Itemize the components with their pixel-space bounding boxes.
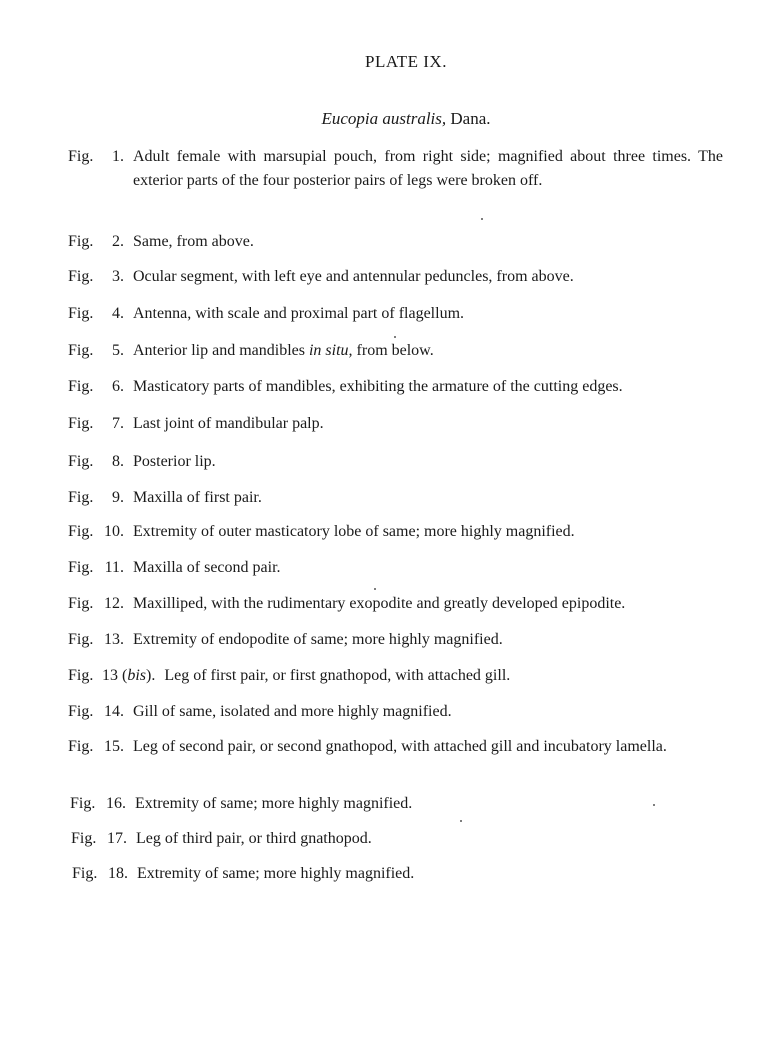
fig-label: Fig. — [68, 595, 94, 612]
figure-entry — [68, 230, 723, 254]
fig-number: 14. — [104, 703, 124, 720]
fig-label: Fig. — [68, 233, 94, 250]
fig-label: Fig. — [68, 453, 94, 470]
fig-number: 9. — [112, 489, 124, 506]
fig-description: Ocular segment, with left eye and antennular peduncles, from above. — [133, 268, 574, 285]
fig-text: Anterior lip and mandibles — [133, 342, 309, 359]
fig-label: Fig. — [68, 559, 94, 576]
fig-label: Fig. — [68, 148, 94, 165]
fig-number: 4. — [112, 305, 124, 322]
figure-entry — [68, 450, 723, 474]
fig-text: Adult female with marsupial pouch, from right side; magnified about three times. The exterior parts of the four posterior pairs of legs were broken off. — [133, 148, 723, 189]
fig-number-italic: bis — [127, 667, 146, 684]
fig-label: Fig. — [68, 631, 94, 648]
fig-number: 8. — [112, 453, 124, 470]
fig-description: Maxilla of first pair. — [133, 489, 262, 506]
fig-description: Leg of second pair, or second gnathopod, with attached gill and incubatory lamella. — [133, 738, 667, 755]
print-speck — [460, 820, 462, 822]
fig-number: 2. — [112, 233, 124, 250]
fig-text-italic: in situ, — [308, 342, 353, 359]
fig-number: 16. — [106, 795, 126, 812]
figure-entry — [68, 265, 723, 289]
fig-label: Fig. — [71, 830, 97, 847]
fig-number: 12. — [104, 595, 124, 612]
fig-description: Extremity of same; more highly magnified. — [135, 795, 413, 812]
fig-description: Same, from above. — [133, 233, 254, 250]
fig-label: Fig. — [68, 415, 94, 432]
fig-description: Leg of first pair, or first gnathopod, with attached gill. — [164, 667, 511, 684]
fig-number: 3. — [112, 268, 124, 285]
fig-label: Fig. — [68, 667, 94, 684]
fig-description: Gill of same, isolated and more highly magnified. — [133, 703, 452, 720]
fig-label: Fig. — [68, 268, 94, 285]
figure-entry — [68, 486, 723, 510]
print-speck — [394, 336, 396, 338]
plate-title: PLATE IX. — [365, 52, 447, 71]
fig-label: Fig. — [68, 305, 94, 322]
figure-entry — [68, 700, 723, 724]
figure-entry — [70, 792, 725, 816]
figure-entry — [68, 520, 723, 544]
figure-entry — [68, 375, 743, 399]
fig-number: 10. — [104, 523, 124, 540]
species-author: Dana. — [450, 109, 491, 128]
figure-entry — [71, 827, 726, 851]
fig-number: 1. — [112, 148, 124, 165]
fig-number: 5. — [112, 342, 124, 359]
species-name: Eucopia australis, — [321, 109, 447, 128]
figure-entry — [68, 412, 723, 436]
fig-label: Fig. — [68, 523, 94, 540]
fig-label: Fig. — [68, 703, 94, 720]
print-speck — [481, 218, 483, 220]
fig-number: 13. — [104, 631, 124, 648]
print-speck — [653, 804, 655, 806]
fig-number: 15. — [104, 738, 124, 755]
fig-label: Fig. — [70, 795, 96, 812]
fig-label: Fig. — [68, 489, 94, 506]
figure-entry — [68, 302, 723, 326]
fig-text: from below. — [352, 342, 434, 359]
figure-entry — [68, 735, 725, 759]
fig-description: Maxilliped, with the rudimentary exopodite and greatly developed epipodite. — [133, 595, 626, 612]
figure-entry — [72, 862, 727, 886]
fig-number: 17. — [107, 830, 127, 847]
fig-number-plain: 13 ( — [102, 667, 128, 684]
figure-entry — [68, 145, 723, 193]
fig-description: Extremity of outer masticatory lobe of same; more highly magnified. — [133, 523, 575, 540]
figure-entry — [68, 628, 723, 652]
figure-entry — [68, 592, 753, 616]
fig-description: Maxilla of second pair. — [133, 559, 281, 576]
fig-description — [133, 145, 723, 193]
figure-entry — [68, 664, 724, 688]
fig-description: Leg of third pair, or third gnathopod. — [136, 830, 372, 847]
fig-description: Last joint of mandibular palp. — [133, 415, 324, 432]
fig-description: Extremity of endopodite of same; more highly magnified. — [133, 631, 503, 648]
fig-description: Extremity of same; more highly magnified. — [137, 865, 415, 882]
figure-entry — [68, 339, 723, 363]
fig-description: Posterior lip. — [133, 453, 216, 470]
fig-label: Fig. — [68, 378, 94, 395]
fig-description — [133, 339, 723, 363]
print-speck — [374, 588, 376, 590]
fig-number: 18. — [108, 865, 128, 882]
fig-number-suffix: ). — [146, 667, 156, 684]
fig-description: Antenna, with scale and proximal part of flagellum. — [133, 305, 465, 322]
fig-label: Fig. — [72, 865, 98, 882]
fig-description: Masticatory parts of mandibles, exhibiting the armature of the cutting edges. — [133, 378, 623, 395]
fig-label: Fig. — [68, 342, 94, 359]
fig-number — [102, 664, 155, 688]
figure-entry — [68, 556, 723, 580]
fig-label: Fig. — [68, 738, 94, 755]
fig-number: 11. — [104, 559, 124, 576]
fig-number: 6. — [112, 378, 124, 395]
fig-number: 7. — [112, 415, 124, 432]
